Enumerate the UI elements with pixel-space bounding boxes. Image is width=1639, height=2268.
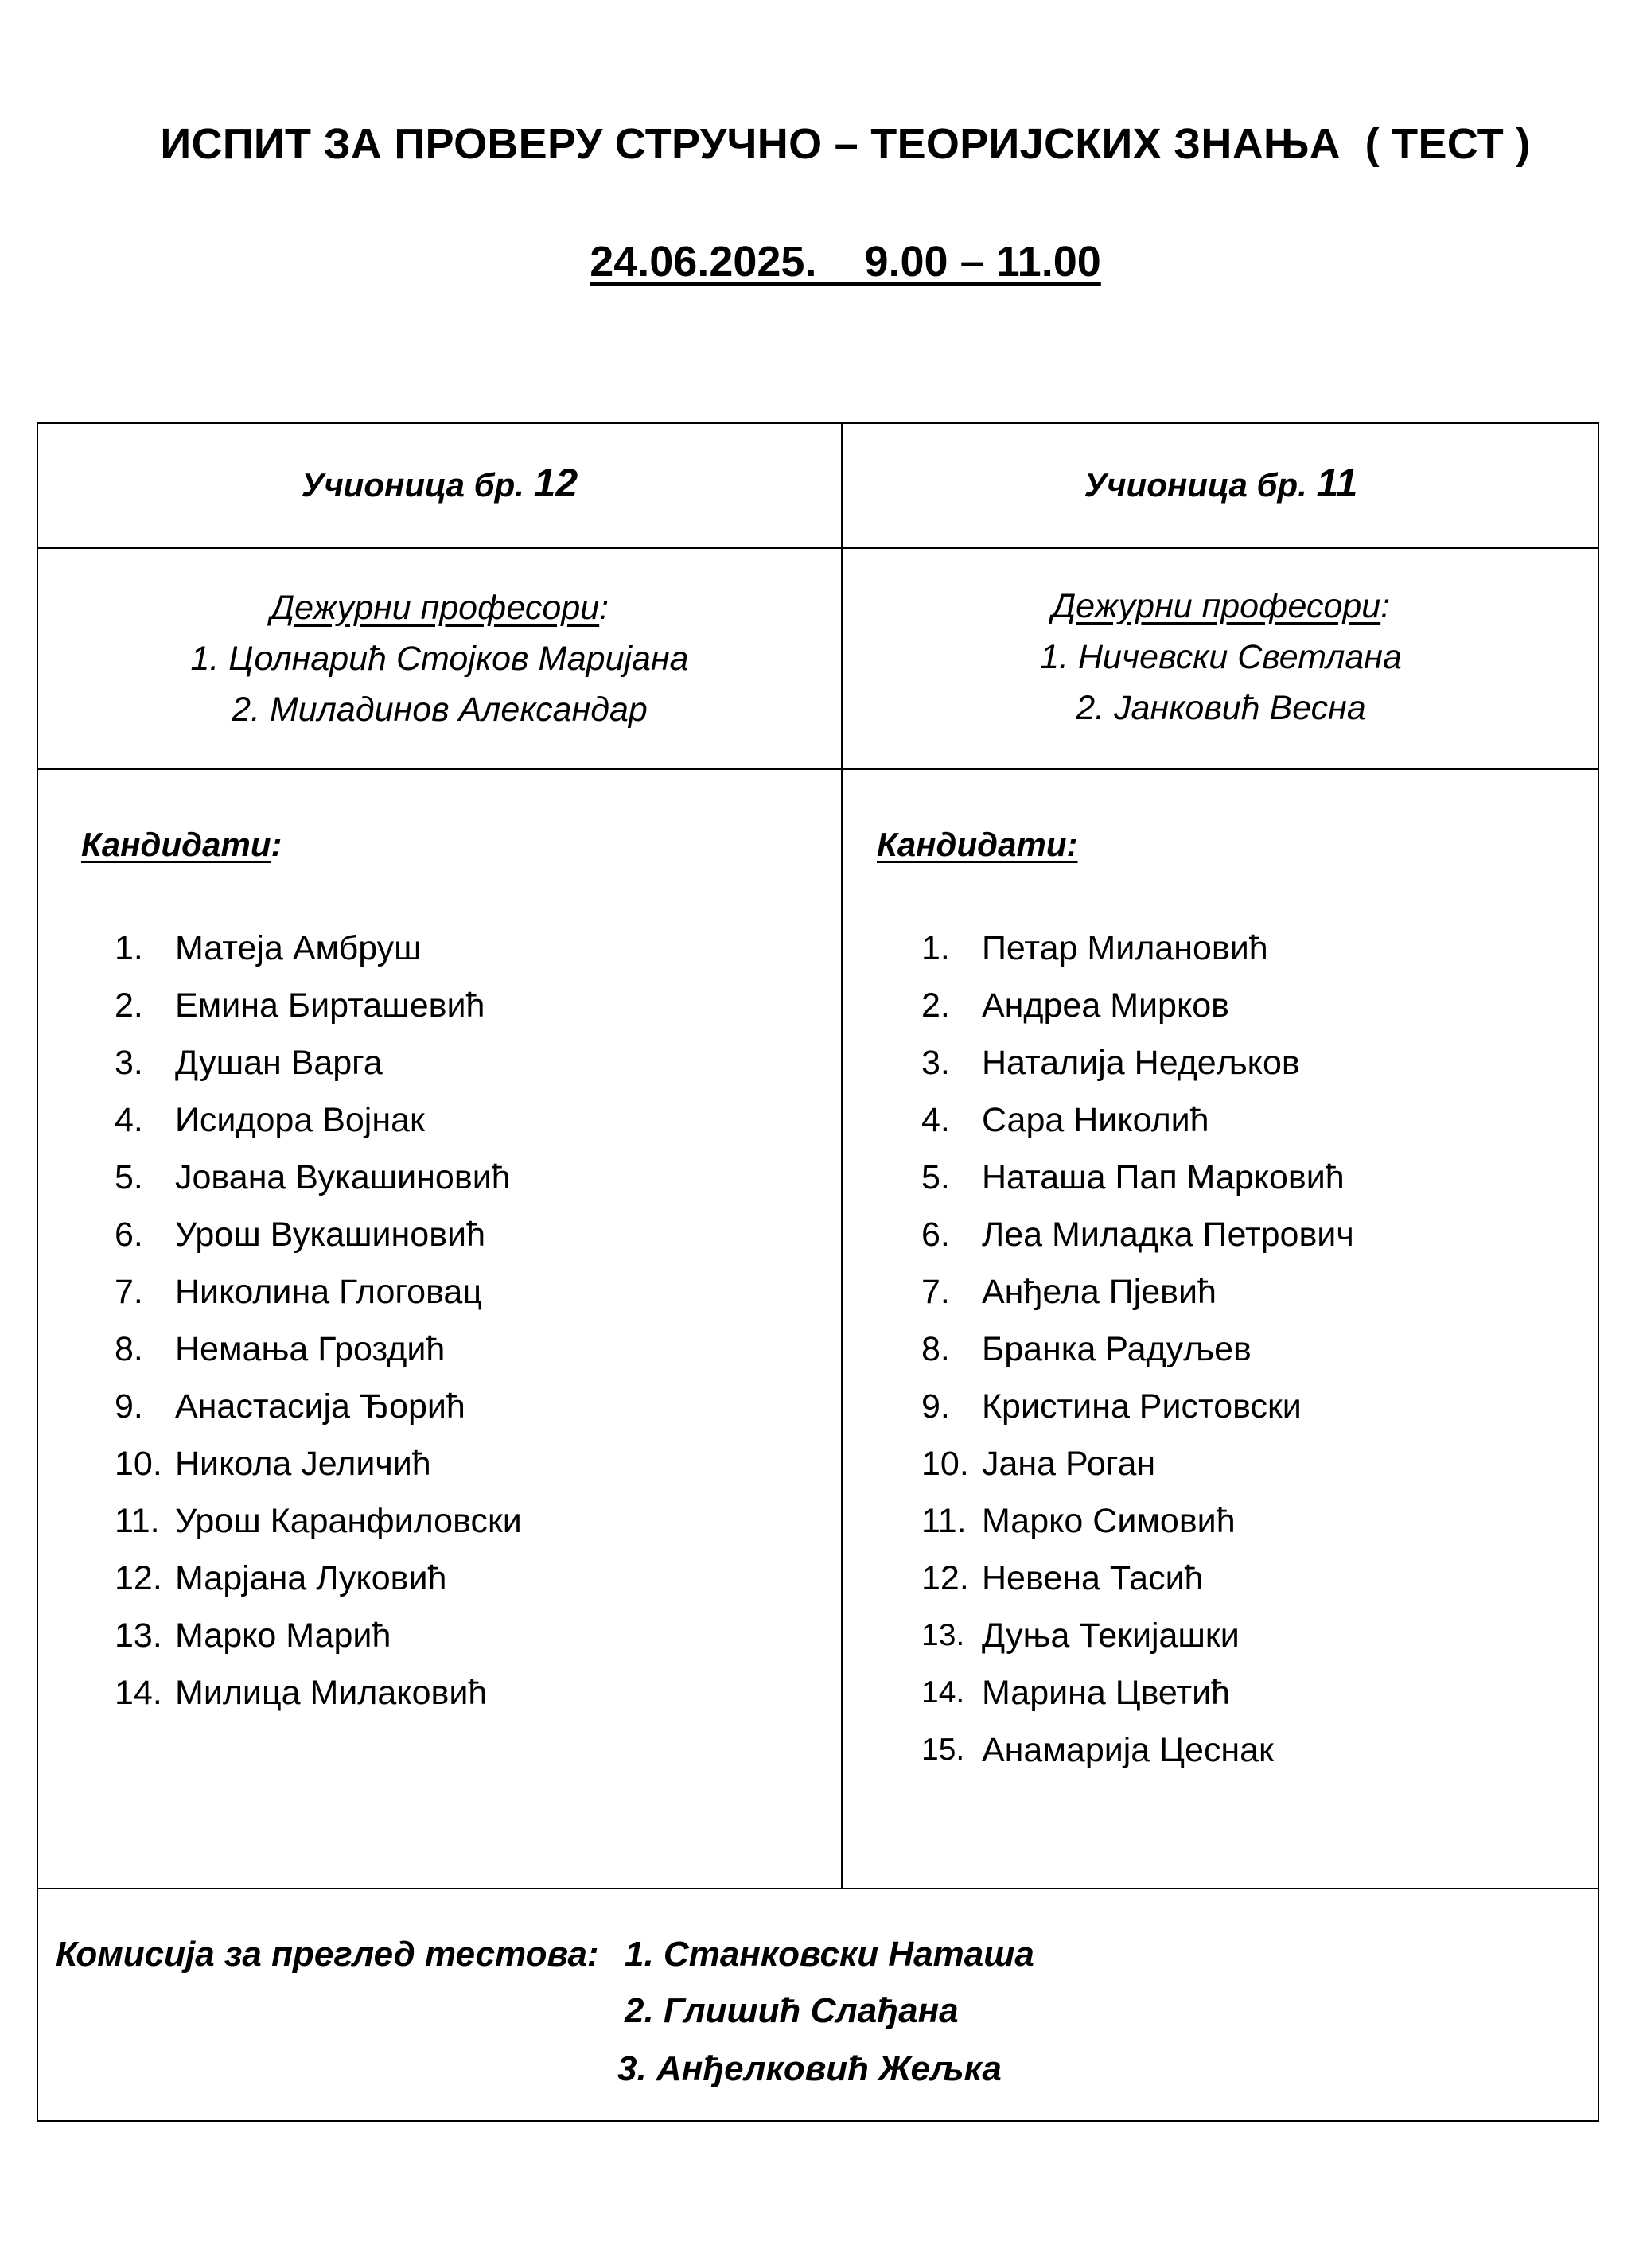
candidate-name: Анђела Пјевић — [982, 1273, 1217, 1311]
candidates-label-colon: : — [271, 826, 282, 863]
item-number: 4. — [921, 1101, 950, 1139]
duty-label-text: Дежурни професори — [270, 589, 600, 627]
list-item — [921, 1721, 1585, 1779]
room-11-candidates — [877, 826, 1585, 1779]
list-item — [921, 1550, 1585, 1607]
item-number: 14. — [921, 1675, 965, 1710]
room-12-heading — [38, 460, 841, 506]
candidate-name: Милица Милаковић — [175, 1674, 488, 1712]
item-number: 8. — [921, 1330, 950, 1368]
document-title: ИСПИТ ЗА ПРОВЕРУ СТРУЧНО – ТЕОРИЈСКИХ ЗНАЊА ( ТЕСТ ) — [160, 120, 1531, 168]
commission-label: Комисија за преглед тестова: — [56, 1935, 599, 1974]
item-number: 5. — [115, 1158, 143, 1196]
candidate-list — [115, 920, 829, 1721]
candidate-name: Јована Вукашиновић — [175, 1158, 511, 1196]
candidate-name: Исидора Војнак — [175, 1101, 425, 1139]
list-item — [115, 1321, 829, 1378]
list-item — [921, 1206, 1585, 1263]
duty-professor: 2. Миладинов Александар — [232, 691, 648, 729]
duty-professors-label — [38, 582, 841, 633]
room-label: Учионица бр. — [1084, 466, 1307, 504]
list-item — [921, 1435, 1585, 1492]
candidates-label — [81, 826, 829, 864]
commission-member: 3. Анђелковић Жељка — [617, 2049, 1002, 2088]
exam-date-time — [0, 237, 1639, 286]
item-number: 9. — [921, 1387, 950, 1426]
candidate-name: Андреа Мирков — [982, 986, 1230, 1025]
candidate-name: Дуња Текијашки — [982, 1616, 1240, 1655]
list-item — [921, 1263, 1585, 1321]
item-number: 11. — [115, 1502, 160, 1540]
candidate-name: Урош Каранфиловски — [175, 1502, 522, 1540]
list-item — [115, 1550, 829, 1607]
item-number: 13. — [115, 1616, 162, 1655]
room-label: Учионица бр. — [301, 466, 524, 504]
list-item — [921, 1378, 1585, 1435]
candidates-label-text: Кандидати — [81, 826, 271, 863]
item-number: 11. — [921, 1502, 967, 1540]
item-number: 12. — [115, 1559, 162, 1597]
candidate-name: Анамарија Цеснак — [982, 1731, 1274, 1769]
item-number: 9. — [115, 1387, 143, 1426]
candidate-name: Душан Варга — [175, 1044, 383, 1082]
commission-member: 1. Станковски Наташа — [625, 1935, 1034, 1974]
list-item — [115, 1034, 829, 1091]
list-item — [921, 1149, 1585, 1206]
list-item — [115, 920, 829, 977]
exam-schedule-table — [37, 422, 1599, 2122]
list-item — [115, 1607, 829, 1664]
room-11-heading — [843, 460, 1599, 506]
duty-label-colon: : — [599, 589, 609, 627]
list-item — [921, 1607, 1585, 1664]
candidates-label — [877, 826, 1585, 864]
candidate-name: Сара Николић — [982, 1101, 1209, 1139]
list-item — [921, 1321, 1585, 1378]
list-item — [115, 1378, 829, 1435]
item-number: 7. — [921, 1273, 950, 1311]
candidate-name: Марко Симовић — [982, 1502, 1236, 1540]
item-number: 3. — [115, 1044, 143, 1082]
room-11-duty-professors — [843, 581, 1599, 733]
list-item — [921, 1664, 1585, 1721]
candidate-name: Николина Глоговац — [175, 1273, 482, 1311]
duty-label-colon: : — [1380, 587, 1391, 625]
item-number: 14. — [115, 1674, 162, 1712]
candidate-name: Матеја Амбруш — [175, 929, 422, 967]
room-number: 12 — [533, 461, 578, 505]
duty-professor: 1. Ничевски Светлана — [1040, 638, 1402, 676]
item-number: 6. — [921, 1216, 950, 1254]
list-item — [115, 1263, 829, 1321]
item-number: 12. — [921, 1559, 969, 1597]
candidate-name: Марјана Луковић — [175, 1559, 447, 1597]
list-item — [921, 1492, 1585, 1550]
list-item — [115, 977, 829, 1034]
candidate-name: Анастасија Ђорић — [175, 1387, 465, 1426]
item-number: 2. — [115, 986, 143, 1025]
item-number: 7. — [115, 1273, 143, 1311]
row-divider — [38, 547, 1598, 549]
candidate-name: Емина Бирташевић — [175, 986, 485, 1025]
list-item — [115, 1206, 829, 1263]
item-number: 10. — [115, 1445, 162, 1483]
item-number: 1. — [921, 929, 950, 967]
duty-professors-label — [843, 581, 1599, 632]
candidate-name: Урош Вукашиновић — [175, 1216, 485, 1254]
duty-professor: 1. Цолнарић Стојков Маријана — [190, 640, 689, 678]
candidate-name: Јана Роган — [982, 1445, 1156, 1483]
item-number: 15. — [921, 1733, 965, 1767]
item-number: 8. — [115, 1330, 143, 1368]
item-number: 3. — [921, 1044, 950, 1082]
candidate-name: Наташа Пап Марковић — [982, 1158, 1345, 1196]
candidate-name: Бранка Радуљев — [982, 1330, 1252, 1368]
duty-label-text: Дежурни професори — [1051, 587, 1381, 625]
candidate-name: Марко Марић — [175, 1616, 391, 1655]
candidate-name: Невена Тасић — [982, 1559, 1204, 1597]
list-item — [115, 1149, 829, 1206]
list-item — [921, 1091, 1585, 1149]
list-item — [115, 1091, 829, 1149]
list-item — [115, 1492, 829, 1550]
list-item — [115, 1435, 829, 1492]
candidate-name: Леа Миладка Петрович — [982, 1216, 1354, 1254]
list-item — [115, 1664, 829, 1721]
exam-date-time-text: 24.06.2025. 9.00 – 11.00 — [590, 238, 1101, 286]
item-number: 10. — [921, 1445, 969, 1483]
room-12-candidates — [81, 826, 829, 1721]
room-number: 11 — [1316, 461, 1358, 505]
list-item — [921, 977, 1585, 1034]
candidate-name: Петар Милановић — [982, 929, 1268, 967]
room-12-duty-professors — [38, 582, 841, 735]
candidates-label-text: Кандидати: — [877, 826, 1078, 863]
candidate-list — [921, 920, 1585, 1779]
candidate-name: Никола Јеличић — [175, 1445, 431, 1483]
row-divider — [38, 768, 1598, 770]
item-number: 2. — [921, 986, 950, 1025]
candidate-name: Кристина Ристовски — [982, 1387, 1302, 1426]
candidate-name: Немања Гроздић — [175, 1330, 446, 1368]
item-number: 13. — [921, 1618, 965, 1652]
item-number: 1. — [115, 929, 143, 967]
item-number: 4. — [115, 1101, 143, 1139]
candidate-name: Наталија Недељков — [982, 1044, 1300, 1082]
candidate-name: Марина Цветић — [982, 1674, 1231, 1712]
item-number: 6. — [115, 1216, 143, 1254]
list-item — [921, 1034, 1585, 1091]
list-item — [921, 920, 1585, 977]
test-review-commission — [38, 1889, 1598, 2120]
duty-professor: 2. Јанковић Весна — [1076, 689, 1366, 727]
commission-member: 2. Глишић Слађана — [625, 1991, 959, 2030]
item-number: 5. — [921, 1158, 950, 1196]
